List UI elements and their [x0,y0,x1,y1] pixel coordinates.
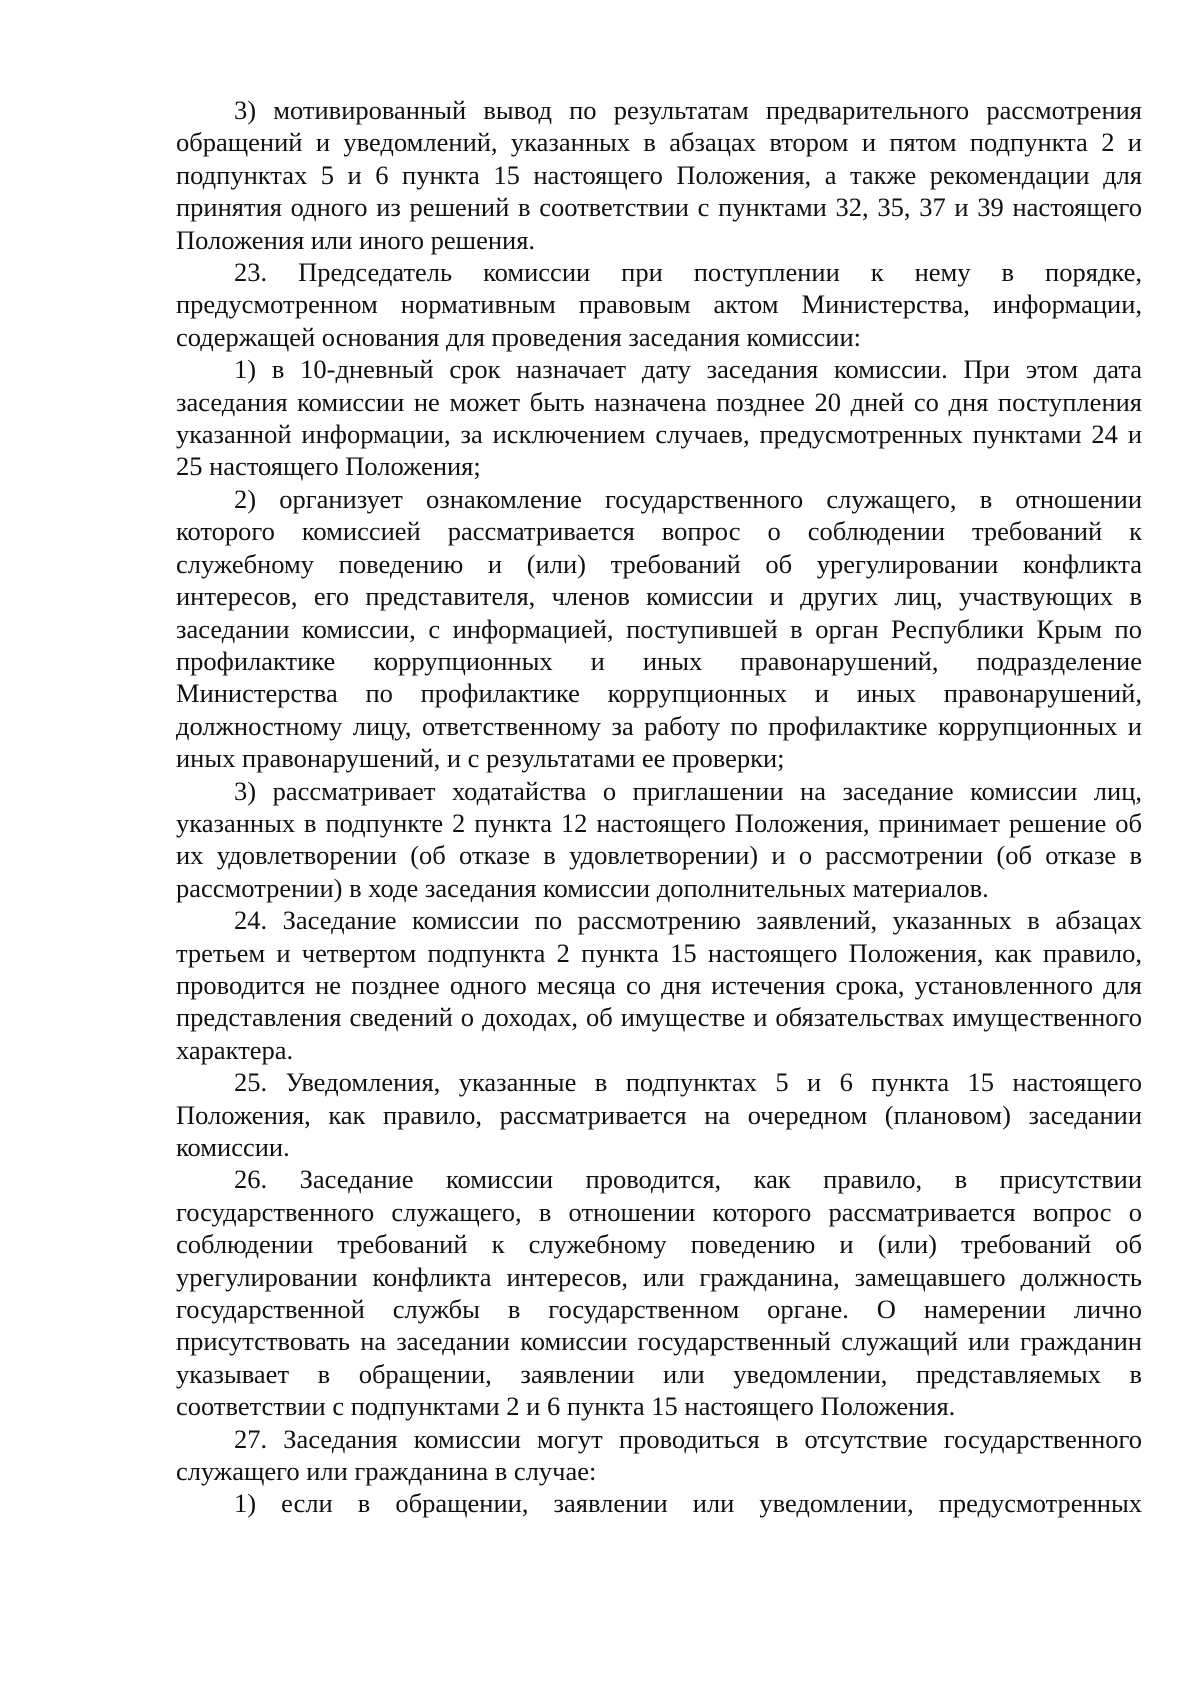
paragraph-25: 25. Уведомления, указанные в подпунктах 5 и 6 пункта 15 настоящего Положения, как правило, рассматривается на очередном (плановом) заседании комиссии. [176,1067,1142,1162]
paragraph-26: 26. Заседание комиссии проводится, как правило, в присутствии государственного служащего, в отношении которого рассматривается вопрос о соблюдении требований к служебному поведению и (или) требований об урегулировании конфликта интересов, или гражданина, замещавшего должность государственной службы в государственном органе. О намерении лично присутствовать на заседании комиссии государственный служащий или гражданин указывает в обращении, заявлении или уведомлении, представляемых в соответствии с подпунктами 2 и 6 пункта 15 настоящего Положения. [176,1164,1142,1422]
paragraph-23-2: 2) организует ознакомление государственного служащего, в отношении которого комиссией рассматривается вопрос о соблюдении требований к служебному поведению и (или) требований об урегулировании конфликта интересов, его представителя, членов комиссии и других лиц, участвующих в заседании комиссии, с информацией, поступившей в орган Республики Крым по профилактике коррупционных и иных правонарушений, подразделение Министерства по профилактике коррупционных и иных правонарушений, должностному лицу, ответственному за работу по профилактике коррупционных и иных правонарушений, и с результатами ее проверки; [176,483,1142,774]
paragraph-24: 24. Заседание комиссии по рассмотрению заявлений, указанных в абзацах третьем и четвертом подпункта 2 пункта 15 настоящего Положения, как правило, проводится не позднее одного месяца со дня истечения срока, установленного для представления сведений о доходах, об имуществе и обязательствах имущественного характера. [176,905,1142,1065]
paragraph-23-3: 3) рассматривает ходатайства о приглашении на заседание комиссии лиц, указанных в подпункте 2 пункта 12 настоящего Положения, принимает решение об их удовлетворении (об отказе в удовлетворении) и о рассмотрении (об отказе в рассмотрении) в ходе заседания комиссии дополнительных материалов. [176,775,1142,903]
paragraph-23: 23. Председатель комиссии при поступлении к нему в порядке, предусмотренном нормативным правовым актом Министерства, информации, содержащей основания для проведения заседания комиссии: [176,257,1142,352]
paragraph-27-1: 1) если в обращении, заявлении или уведомлении, предусмотренных [234,1488,1142,1519]
paragraph-27: 27. Заседания комиссии могут проводиться в отсутствие государственного служащего или гражданина в случае: [176,1423,1142,1487]
document-page [176,94,1142,1520]
paragraph-22-3: 3) мотивированный вывод по результатам предварительного рассмотрения обращений и уведомлений, указанных в абзацах втором и пятом подпункта 2 и подпунктах 5 и 6 пункта 15 настоящего Положения, а также рекомендации для принятия одного из решений в соответствии с пунктами 32, 35, 37 и 39 настоящего Положения или иного решения. [176,95,1142,255]
paragraph-23-1: 1) в 10-дневный срок назначает дату заседания комиссии. При этом дата заседания комиссии не может быть назначена позднее 20 дней со дня поступления указанной информации, за исключением случаев, предусмотренных пунктами 24 и 25 настоящего Положения; [176,354,1142,482]
